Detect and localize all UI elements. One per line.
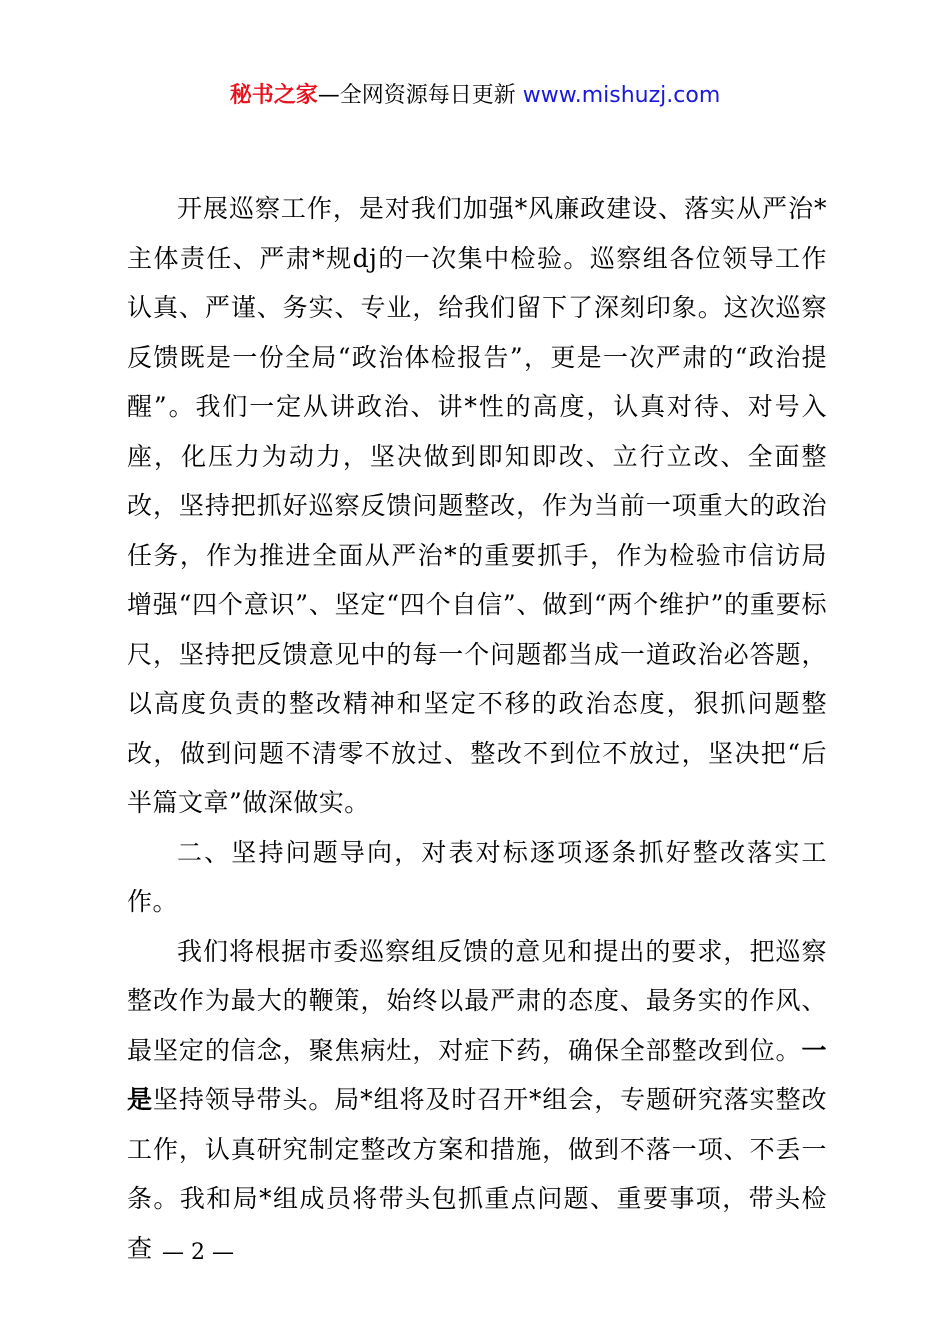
paragraph-3-rest: 坚持领导带头。局*组将及时召开*组会，专题研究落实整改工作，认真研究制定整改方案和措施，做到不落一项、不丢一条。我和局*组成员将带头包抓重点问题、重要事项，带头检查 <box>127 1085 827 1263</box>
site-brand: 秘书之家 <box>229 83 318 108</box>
section-heading-2: 二、坚持问题导向，对表对标逐项逐条抓好整改落实工作。 <box>127 837 827 916</box>
paragraph-3-start: 我们将根据市委巡察组反馈的意见和提出的要求，把巡察整改作为最大的鞭策，始终以最严肃的态度、最务实的作风、最坚定的信念，聚焦病灶，对症下药，确保全部整改到位。 <box>127 936 827 1065</box>
paragraph-3-bold: 一是 <box>127 1035 827 1114</box>
paragraph-1: 开展巡察工作，是对我们加强*风廉政建设、落实从严治*主体责任、严肃*规dj的一次集中检验。巡察组各位领导工作认真、严谨、务实、专业，给我们留下了深刻印象。这次巡察反馈既是一份全局“政治体检报告”，更是一次严肃的“政治提醒”。我们一定从讲政治、讲*性的高度，认真对待、对号入座，化压力为动力，坚决做到即知即改、立行立改、全面整改，坚持把抓好巡察反馈问题整改，作为当前一项重大的政治任务，作为推进全面从严治*的重要抓手，作为检验市信访局增强“四个意识”、坚定“四个自信”、做到“两个维护”的重要标尺，坚持把反馈意见中的每一个问题都当成一道政治必答题，以高度负责的整改精神和坚定不移的政治态度，狠抓问题整改，做到问题不清零不放过、整改不到位不放过，坚决把“后半篇文章”做深做实。 <box>127 194 827 817</box>
site-url-link[interactable]: www.mishuzj.com <box>522 83 721 108</box>
document-body <box>127 184 827 1273</box>
paragraph-3 <box>127 927 827 1274</box>
page-number: — 2 — <box>162 1240 234 1265</box>
site-slogan: —全网资源每日更新 <box>317 83 516 108</box>
site-header <box>0 80 950 112</box>
